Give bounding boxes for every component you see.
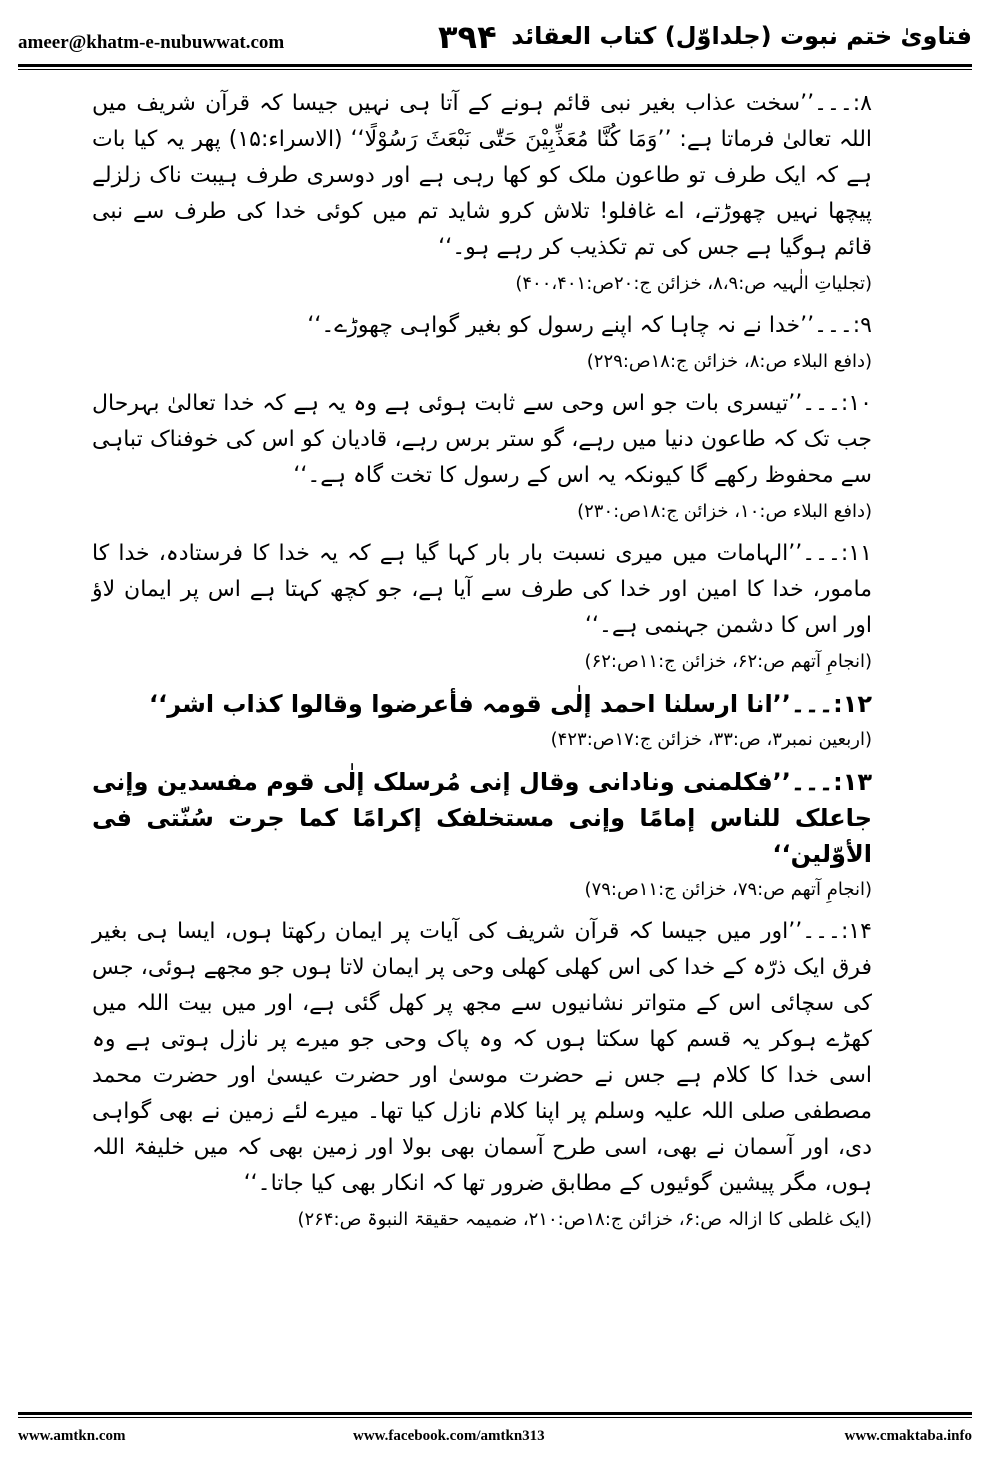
entry-text: ۹:۔۔۔’’خدا نے نہ چاہا کہ اپنے رسول کو بغیر گواہی چھوڑے۔‘‘ bbox=[307, 313, 872, 338]
entry-14 bbox=[92, 914, 872, 1238]
entry-reference: (انجامِ آتھم ص:۶۲، خزائن ج:۱۱ص:۶۲) bbox=[584, 651, 872, 672]
footer-link-facebook[interactable]: www.facebook.com/amtkn313 bbox=[353, 1428, 545, 1444]
entry-8 bbox=[92, 86, 872, 302]
entry-reference: (دافع البلاء ص:۸، خزائن ج:۱۸ص:۲۲۹) bbox=[586, 351, 872, 372]
entry-reference: (ایک غلطی کا ازالہ ص:۶، خزائن ج:۱۸ص:۲۱۰، ضمیمہ حقیقۃ النبوۃ ص:۲۶۴) bbox=[297, 1209, 872, 1230]
header-rule bbox=[18, 64, 972, 67]
entry-text: ۱۴:۔۔۔’’اور میں جیسا کہ قرآن شریف کی آیات پر ایمان رکھتا ہوں، ایسا ہی بغیر فرق ایک ذرّہ کے خدا کی اس کھلی کھلی وحی پر ایمان لاتا ہوں جو مجھے ہوئی، جس کی سچائی اس کے متواتر نشانیوں سے مجھ پر کھل گئی ہے، اور میں بیت اللہ میں کھڑے ہوکر یہ قسم کھا سکتا ہوں کہ وہ پاک وحی جو میرے پر نازل ہوتی ہے وہ اسی خدا کا کلام ہے جس نے حضرت موسیٰ اور حضرت عیسیٰ اور حضرت محمد مصطفی صلی اللہ علیہ وسلم پر اپنا کلام نازل کیا تھا۔ میرے لئے زمین نے بھی گواہی دی، اور آسمان نے بھی، اسی طرح آسمان بھی بولا اور زمین بھی کہ میں خلیفۃ اللہ ہوں، مگر پیشین گوئیوں کے مطابق ضرور تھا کہ انکار بھی کیا جاتا۔‘‘ bbox=[92, 919, 872, 1196]
entry-reference: (تجلیاتِ الٰہیہ ص:۸،۹، خزائن ج:۲۰ص:۴۰۰،۴۰۱) bbox=[515, 273, 872, 294]
entry-text: ۱۲:۔۔۔’’انا ارسلنا احمد إلٰی قومہ فأعرضوا وقالوا کذاب اشر‘‘ bbox=[149, 690, 872, 718]
header-rule-thin bbox=[18, 69, 972, 70]
page-footer bbox=[18, 1428, 972, 1452]
entry-reference: (اربعین نمبر۳، ص:۳۳، خزائن ج:۱۷ص:۴۲۳) bbox=[550, 729, 872, 750]
footer-link-cmaktaba[interactable]: www.cmaktaba.info bbox=[844, 1428, 972, 1444]
entry-10 bbox=[92, 386, 872, 530]
entry-13 bbox=[92, 764, 872, 908]
entry-text: ۱۳:۔۔۔’’فکلمنی ونادانی وقال إنی مُرسلک إلٰی قوم مفسدین وإنی جاعلک للناس إمامًا وإنی مستخلفک إکرامًا کما جرت سُنّتی فی الأوّلین‘‘ bbox=[92, 768, 872, 868]
footer-link-amtkn[interactable]: www.amtkn.com bbox=[18, 1428, 126, 1444]
entry-reference: (دافع البلاء ص:۱۰، خزائن ج:۱۸ص:۲۳۰) bbox=[577, 501, 872, 522]
page-number: ۳۹۴ bbox=[438, 18, 497, 56]
entry-reference: (انجامِ آتھم ص:۷۹، خزائن ج:۱۱ص:۷۹) bbox=[584, 879, 872, 900]
entry-9 bbox=[92, 308, 872, 380]
entry-text: ۱۰:۔۔۔’’تیسری بات جو اس وحی سے ثابت ہوئی ہے وہ یہ ہے کہ خدا تعالیٰ بہرحال جب تک کہ طاعون دنیا میں رہے، گو ستر برس رہے، قادیان کو اس کی خوفناک تباہی سے محفوظ رکھے گا کیونکہ یہ اس کے رسول کا تخت گاہ ہے۔‘‘ bbox=[92, 391, 872, 488]
footer-rule-thin bbox=[18, 1417, 972, 1418]
book-title: فتاویٰ ختم نبوت (جلداوّل) کتاب العقائد bbox=[511, 22, 972, 50]
entry-12 bbox=[92, 686, 872, 758]
entry-11 bbox=[92, 536, 872, 680]
page-body bbox=[92, 86, 872, 1244]
page-header bbox=[18, 14, 972, 64]
entry-text: ۱۱:۔۔۔’’الہامات میں میری نسبت بار بار کہا گیا ہے کہ یہ خدا کا فرستادہ، خدا کا مامور، خدا کا امین اور خدا کی طرف سے آیا ہے، جو کچھ کہتا ہے اس پر ایمان لاؤ اور اس کا دشمن جہنمی ہے۔‘‘ bbox=[92, 541, 872, 638]
header-email: ameer@khatm-e-nubuwwat.com bbox=[18, 32, 285, 53]
footer-rule bbox=[18, 1412, 972, 1415]
entry-text: ۸:۔۔۔’’سخت عذاب بغیر نبی قائم ہونے کے آتا ہی نہیں جیسا کہ قرآن شریف میں اللہ تعالیٰ فرماتا ہے: ’’وَمَا کُنَّا مُعَذِّبِیْنَ حَتّٰی نَبْعَثَ رَسُوْلًا‘‘ (الاسراء:۱۵) پھر یہ کیا بات ہے کہ ایک طرف تو طاعون ملک کو کھا رہی ہے اور دوسری طرف ہیبت ناک زلزلے پیچھا نہیں چھوڑتے، اے غافلو! تلاش کرو شاید تم میں کوئی خدا کی طرف سے نبی قائم ہوگیا ہے جس کی تم تکذیب کر رہے ہو۔‘‘ bbox=[92, 91, 873, 260]
